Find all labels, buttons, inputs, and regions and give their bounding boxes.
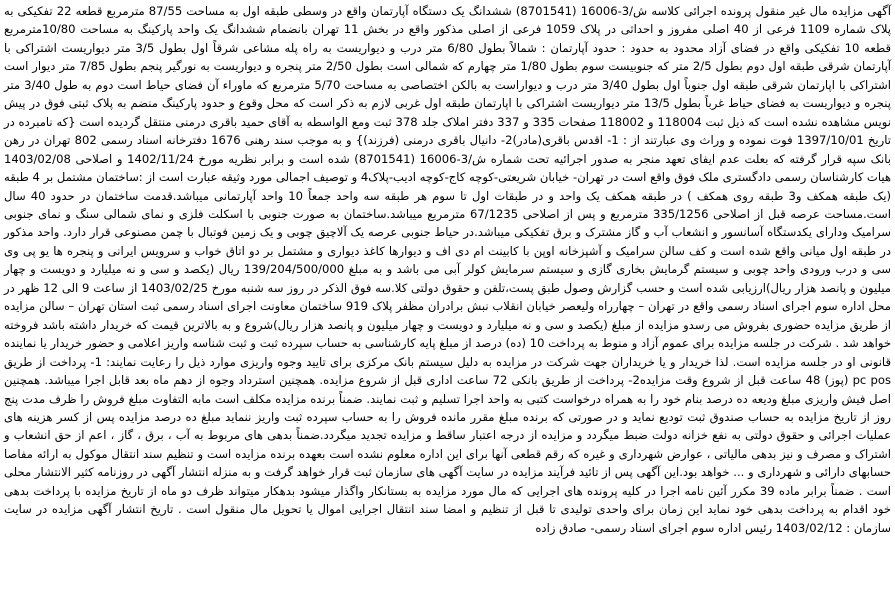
- auction-notice-text: آگهی مزایده مال غیر منقول پرونده اجرائی کلاسه ش/3-16006 (8701541) ششدانگ یک دستگاه آپارتمان واقع در وسطی طبقه اول به مساحت 87/55 مترمربع قطعه 22 تفکیکی به پلاک شماره 1109 فرعی از 40 اصلی مفروز و احداثی در پلاک 1059 فرعی از اصلی مذکور واقع در بخش 11 تهران بانضمام ششدانگ یک واحد پارکینگ به مساحت 10/80مترمربع قطعه 10 تفکیکی واقع در فضای آزاد محدود به حدود : حدود آپارتمان : شمالاً بطول 6/80 متر درب و دیواریست به راه پله مشاعی شرقاً اول بطول 3/5 متر دیواریست اشتراکی با آپارتمان شرقی طبقه اول دوم بطول 2/5 متر که جنوبیست سوم بطول 1/80 متر چهارم که شمالی است بطول 2/50 متر پنجره و دیواریست به نورگیر پنجم بطول 7/85 متر دیوار است اشتراکی با اپارتمان شرقی طبقه اول جنوباً اول بطول 3/40 متر درب و دیواراست به بالکن اختصاصی به مساحت 5/70 مترمربع که ماوراء آن فضای حیاط است دوم به طول 3/40 متر پنجره و دیواریست به فضای حیاط غرباً بطول 13/5 متر دیواریست اشتراکی با اپارتمان طبقه اول غربی لازم به ذکر است که محل وقوع و حدود پارکینگ منضم به پلاک ثبتی فوق در پیش نویس مشاهده نشده است که ذیل ثبت 118004 و 118002 صفحات 335 و 337 دفتر املاک جلد 378 ثبت ومع الواسطه به آقای حمید باقری درمنی منتقل گردیده است {که نامبرده در تاریخ 1397/10/01 فوت نموده و وراث وی عبارتند از : 1- اقدس باقری(مادر)2- دانیال باقری درمنی (فرزند)} و به موجب سند رهنی 1676 دفترخانه اسناد رسمی 802 تهران در رهن بانک سپه قرار گرفته که بعلت عدم ایفای تعهد منجر به صدور اجرائیه تحت شماره ش/3-16006 (8701541) شده است و برابر نظریه مورخ 1402/11/24 و اصلاحی 1403/02/08 هیات کارشناسان رسمی دادگستری ملک فوق واقع است در تهران- خیابان شریعتی-کوچه کاج-کوچه ادیب-پلاک4 و توصیف اجمالی مورد وثیقه عبارت است از :ساختمان مشتمل بر 4 طبقه (یک طبقه همکف و3 طبقه روی همکف ) در طبقه همکف یک واحد و در طبقات اول تا سوم هر طبقه سه واحد جمعاً 10 واحد آپارتمانی میباشد.قدمت ساختمان در حدود 40 سال است.مساحت عرصه قبل از اصلاحی 335/1256 مترمربع و پس از اصلاحی 67/1235 مترمربع میباشد.ساختمان به صورت جنوبی با اسکلت فلزی و نمای شمالی سنگ و نمای جنوبی سرامیک ودارای یکدستگاه آسانسور و انشعاب آب و گاز مشترک و برق تفکیکی میباشد.در حیاط جنوبی عرصه یک آلاچیق چوبی و یک زمین فوتبال با چمن مصنوعی قرار دارد. واحد مذکور در طبقه اول میانی واقع شده است و کف سالن سرامیک و آشپزخانه اوپن با کابینت ام دی اف و دیوارها کاغذ دیواری و مشتمل بر دو اتاق خواب و سرویس ایرانی و پنجره ها یو پی وی سی و درب ورودی واحد چوبی و سیستم گرمایش بخاری گازی و سیستم سرمایش کولر آبی می باشد و به مبلغ 139/204/500/000 ریال (یکصد و سی و نه میلیارد و دویست و چهار میلیون و پانصد هزار ریال)ارزیابی شده است و حسب گزارش وصول طبق پست،تلفن و حقوق دولتی کلا.سه فوق الذکر در روز سه شنبه مورخ 1403/02/25 از ساعت 9 الی 12 ظهر در محل اداره سوم اجرای اسناد رسمی واقع در تهران – چهارراه ولیعصر خیابان انقلاب نبش برادران مظفر پلاک 919 ساختمان معاونت اجرای اسناد رسمی ثبت استان تهران – سالن مزایده از طریق مزایده حضوری بفروش می رسدو مزایده از مبلغ (یکصد و سی و نه میلیارد و دویست و چهار میلیون و پانصد هزار ریال)شروع و به بالاترین قیمت که خریدار داشته باشد فروخته خواهد شد . شرکت در جلسه مزایده برای عموم آزاد و منوط به پرداخت 10 (ده) درصد از مبلغ پایه کارشناسی به حساب سپرده ثبت و ثبت شناسه واریز اعلامی و حضور خریدار یا نماینده قانونی او در جلسه مزایده است. لذا خریدار و یا خریداران جهت شرکت در مزایده به دلیل سیستم بانک مرکزی برای تایید وجوه واریزی موارد ذیل را رعایت نمایند: 1- پرداخت از طریق pc pos (پوز) 48 ساعت قبل از شروع وقت مزایده2- پرداخت از طریق بانکی 72 ساعت اداری قبل از شروع مزایده. همچنین استرداد وجوه از دهم ماه بعد قابل اجرا میباشد. همچنین اصل فیش واریزی مبلغ ودیعه ده درصد بنام خود را به همراه درخواست کتبی به واحد اجرا تسلیم و ثبت نمایند. ضمناً برنده مزایده مکلف است مابه التفاوت مبلغ فروش را ظرف مدت پنج روز از تاریخ مزایده به حساب صندوق ثبت تودیع نماید و در صورتی که برنده مبلغ مقرر مانده فروش را به حساب سپرده ثبت واریز ننماید مبلغ ده درصد مزایده پس از کسر هزینه های عملیات اجرائی و حقوق دولتی به نفع خزانه دولت ضبط میگردد و مزایده از درجه اعتبار ساقط و مزایده تجدید میگردد.ضمناً بدهی های مربوط به آب ، برق ، گاز ، اعم از حق انشعاب و اشتراک و مصرف و نیز بدهی مالیاتی ، عوارض شهرداری و غیره که رقم قطعی آنها برای این اداره معلوم نشده است بعهده برنده مزایده است و تنظیم سند انتقال موکول به ارائه مفاصا حسابهای دارائی و شهرداری و ... خواهد بود.این آگهی پس از تائید فرآیند مزایده در سایت آگهی های سازمان ثبت قرار خواهد گرفت و به منزله انتشار آگهی در روزنامه کثیر الانتشار محلی است . ضمناً برابر ماده 39 مکرر آئین نامه اجرا در کلیه پرونده های اجرایی که مال مورد مزایده به بستانکار واگذار میشود بدهکار میتواند ظرف دو ماه از تاریخ مزایده با پرداخت بدهی خود اقدام به پرداخت بدهی خود نماید این زمان برای واحدی تولیدی تا قبل از تنظیم و امضا سند انتقال اجرایی اموال یا تحویل مال منقول است . تاریخ انتشار آگهی مزایده در سایت سازمان : 1403/02/12 رئیس اداره سوم اجرای اسناد رسمی- صادق زاده: [4, 4, 892, 535]
